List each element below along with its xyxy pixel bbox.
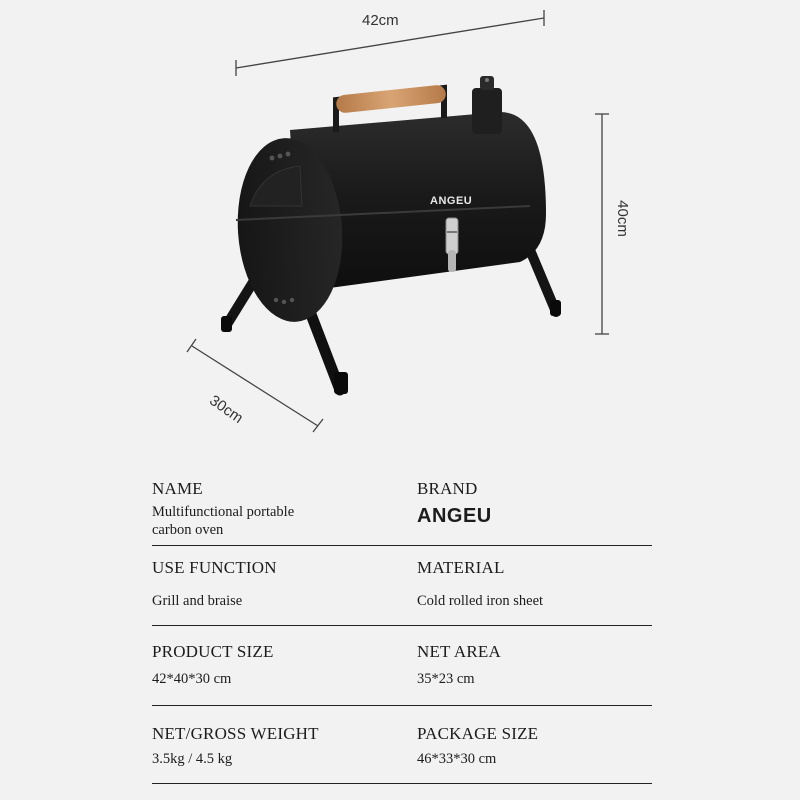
height-dimension-label: 40cm: [613, 200, 631, 237]
area-value: 35*23 cm: [417, 671, 475, 687]
use-cell: [152, 558, 402, 610]
width-dimension-label: 42cm: [362, 12, 399, 29]
name-value-line1: Multifunctional portable: [152, 504, 295, 520]
material-label: MATERIAL: [417, 558, 505, 577]
spec-row: [152, 626, 652, 706]
material-cell: [417, 558, 652, 610]
size-value: 42*40*30 cm: [152, 671, 232, 687]
depth-dimension-line: [187, 339, 323, 432]
brand-cell: [417, 479, 652, 528]
spec-row: [152, 546, 652, 626]
brand-value: ANGEU: [417, 505, 492, 527]
use-label: USE FUNCTION: [152, 558, 277, 577]
name-value-line2: carbon oven: [152, 522, 224, 538]
area-label: NET AREA: [417, 642, 501, 661]
name-label: NAME: [152, 479, 203, 498]
weight-value: 3.5kg / 4.5 kg: [152, 751, 233, 767]
name-cell: [152, 479, 402, 539]
grill-body: [232, 112, 546, 325]
weight-cell: [152, 724, 402, 768]
package-cell: [417, 724, 652, 768]
spec-table: [152, 470, 652, 784]
depth-dimension-label: 30cm: [206, 392, 247, 427]
chimney: [472, 76, 502, 134]
brand-label: BRAND: [417, 479, 478, 498]
spec-row: [152, 470, 652, 546]
package-value: 46*33*30 cm: [417, 751, 497, 767]
size-cell: [152, 642, 402, 688]
height-dimension-line: [595, 114, 609, 334]
use-value: Grill and braise: [152, 593, 243, 609]
size-label: PRODUCT SIZE: [152, 642, 274, 661]
material-value: Cold rolled iron sheet: [417, 593, 544, 609]
package-label: PACKAGE SIZE: [417, 724, 539, 743]
grill-logo: ANGEU: [430, 195, 473, 207]
weight-label: NET/GROSS WEIGHT: [152, 724, 319, 743]
spec-row: [152, 706, 652, 784]
area-cell: [417, 642, 652, 688]
